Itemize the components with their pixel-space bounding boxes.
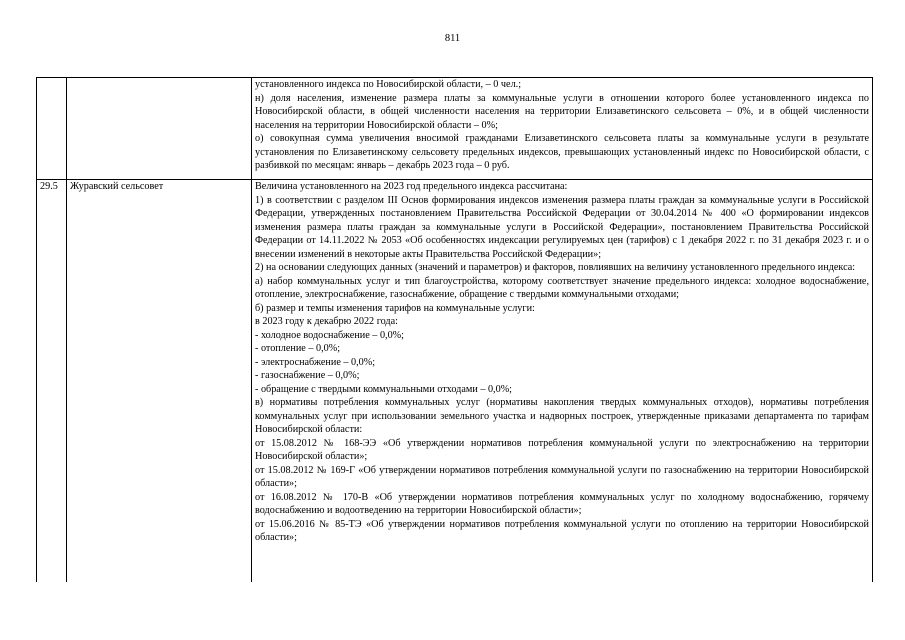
- paragraph: б) размер и темпы изменения тарифов на коммунальные услуги:: [255, 302, 535, 314]
- row-number-cell: [37, 78, 67, 180]
- document-table: [36, 77, 873, 582]
- paragraph: а) набор коммунальных услуг и тип благоустройства, которому соответствует значение предельного индекса: холодное водоснабжение, отопление, электроснабжение, газоснабжение, обращение с твердыми коммунальными отходами;: [255, 275, 869, 300]
- description-cell: [252, 180, 873, 583]
- paragraph: - отопление – 0,0%;: [255, 343, 341, 354]
- paragraph: - холодное водоснабжение – 0,0%;: [255, 329, 404, 341]
- paragraph: - электроснабжение – 0,0%;: [255, 356, 376, 368]
- paragraph: 1) в соответствии с разделом III Основ формирования индексов изменения размера платы граждан за коммунальные услуги в Российской Федерации, утвержденных постановлением Правительства Российской Федерации от 30.04.2014 № 400 «О формировании индексов изменения размера платы граждан за коммунальные услуги в Российской Федерации», постановлением Правительства Российской Федерации от 14.11.2022 № 2053 «Об особенностях индексации регулируемых цен (тарифов) с 1 декабря 2022 г. по 31 декабря 2023 г. и о внесении изменений в некоторые акты Правительства Российской Федерации»;: [255, 194, 869, 260]
- paragraph: от 15.08.2012 № 168-ЭЭ «Об утверждении нормативов потребления коммунальной услуги по электроснабжению на территории Новосибирской области»;: [255, 437, 869, 462]
- description-cell: [252, 78, 873, 180]
- paragraph: н) доля населения, изменение размера платы за коммунальные услуги в отношении которого более установленного индекса по Новосибирской области, в общей численности населения на территории Елизаветинского сельсовета – 0%, и в общей численности населения на территории Новосибирской области – 0%;: [255, 92, 869, 131]
- paragraph: о) совокупная сумма увеличения вносимой гражданами Елизаветинского сельсовета платы за коммунальные услуги в результате установления по Елизаветинскому сельсовету предельных индексов, превышающих установленный индекс по Новосибирской области, с разбивкой по месяцам: январь – декабрь 2023 года – 0 руб.: [255, 133, 869, 171]
- paragraph: от 16.08.2012 № 170-В «Об утверждении нормативов потребления коммунальных услуг по холодному водоснабжению, горячему водоснабжению и водоотведению на территории Новосибирской области»;: [255, 491, 869, 516]
- paragraph: Величина установленного на 2023 год предельного индекса рассчитана:: [255, 181, 568, 192]
- municipality-name-cell: Журавский сельсовет: [67, 180, 252, 583]
- table-row: [37, 78, 873, 180]
- paragraph: - обращение с твердыми коммунальными отходами – 0,0%;: [255, 383, 513, 395]
- paragraph: 2) на основании следующих данных (значений и параметров) и факторов, повлиявших на величину установленного предельного индекса:: [255, 262, 856, 273]
- paragraph: - газоснабжение – 0,0%;: [255, 370, 360, 381]
- paragraph: в) нормативы потребления коммунальных услуг (нормативы накопления твердых коммунальных отходов), нормативы потребления коммунальных услуг при использовании земельного участка и надворных построек, утвержденные приказами департамента по тарифам Новосибирской области:: [255, 397, 869, 435]
- page-number: 811: [444, 33, 461, 44]
- paragraph: от 15.06.2016 № 85-ТЭ «Об утверждении нормативов потребления коммунальной услуги по отоплению на территории Новосибирской области»;: [255, 518, 869, 543]
- table-row: [37, 180, 873, 583]
- row-number-cell: 29.5: [37, 180, 67, 583]
- municipality-name-cell: [67, 78, 252, 180]
- paragraph: установленного индекса по Новосибирской области, – 0 чел.;: [255, 79, 522, 90]
- paragraph: от 15.08.2012 № 169-Г «Об утверждении нормативов потребления коммунальной услуги по газоснабжению на территории Новосибирской области»;: [255, 464, 869, 489]
- paragraph: в 2023 году к декабрю 2022 года:: [255, 316, 398, 327]
